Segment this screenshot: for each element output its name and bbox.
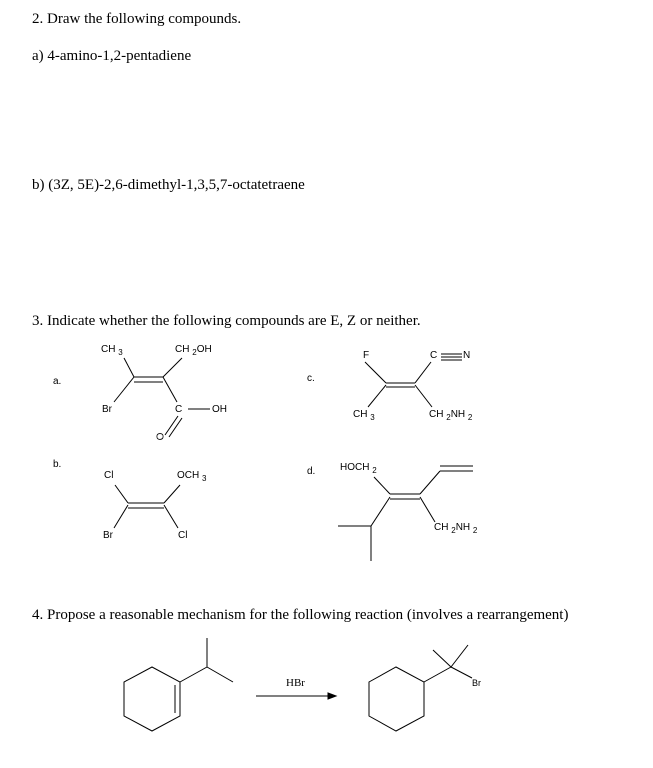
q3c-top-left-substituent: F bbox=[363, 350, 370, 361]
q2a-text: a) 4-amino-1,2-pentadiene bbox=[32, 48, 192, 64]
q3c-bottom-left-substituent: CH $_3$ bbox=[353, 409, 375, 422]
q3b-top-left-substituent: Cl bbox=[104, 470, 114, 481]
q3a-top-left-substituent: CH $_3$ bbox=[101, 344, 123, 357]
q3c-nitrile-carbon: C bbox=[430, 350, 438, 361]
q3a-label: a. bbox=[53, 376, 62, 387]
q3a-carbonyl-carbon: C bbox=[175, 404, 183, 415]
q3c-structure bbox=[365, 354, 462, 407]
q3d-label: d. bbox=[307, 466, 316, 477]
q2-heading: 2. Draw the following compounds. bbox=[32, 11, 242, 27]
q3d-bottom-right-substituent: CH $_2$NH $_2$ bbox=[434, 522, 478, 535]
q4-product-bromine: Br bbox=[472, 678, 481, 688]
q3b-top-right-substituent: OCH $_3$ bbox=[177, 470, 207, 483]
q4-product-structure bbox=[369, 645, 472, 731]
q4-reactant-structure bbox=[124, 638, 233, 731]
q3c-label: c. bbox=[307, 373, 315, 384]
q3-heading: 3. Indicate whether the following compounds are E, Z or neither. bbox=[32, 313, 421, 329]
q3d-top-left-substituent: HOCH $_2$ bbox=[340, 462, 377, 475]
q3a-carbonyl-oxygen: O bbox=[155, 432, 167, 441]
q4-heading: 4. Propose a reasonable mechanism for the following reaction (involves a rearrangement) bbox=[32, 607, 569, 623]
q3c-bottom-right-substituent: CH $_2$NH $_2$ bbox=[429, 409, 473, 422]
q3a-bottom-left-substituent: Br bbox=[102, 404, 112, 415]
q4-reagent: HBr bbox=[286, 677, 305, 689]
q3b-structure bbox=[114, 485, 180, 528]
q3b-bottom-right-substituent: Cl bbox=[178, 530, 188, 541]
q3b-bottom-left-substituent: Br bbox=[103, 530, 113, 541]
q3a-structure bbox=[114, 358, 210, 437]
q4-reaction-arrow bbox=[256, 693, 336, 699]
q3a-hydroxyl: OH bbox=[212, 404, 227, 415]
q2b-text: b) (3Z, 5E)-2,6-dimethyl-1,3,5,7-octatetraene bbox=[32, 177, 305, 193]
q3d-structure bbox=[338, 466, 473, 561]
q3b-label: b. bbox=[53, 459, 62, 470]
q3c-nitrile-nitrogen: N bbox=[463, 350, 471, 361]
q3a-top-right-substituent: CH $_2$OH bbox=[175, 344, 212, 357]
